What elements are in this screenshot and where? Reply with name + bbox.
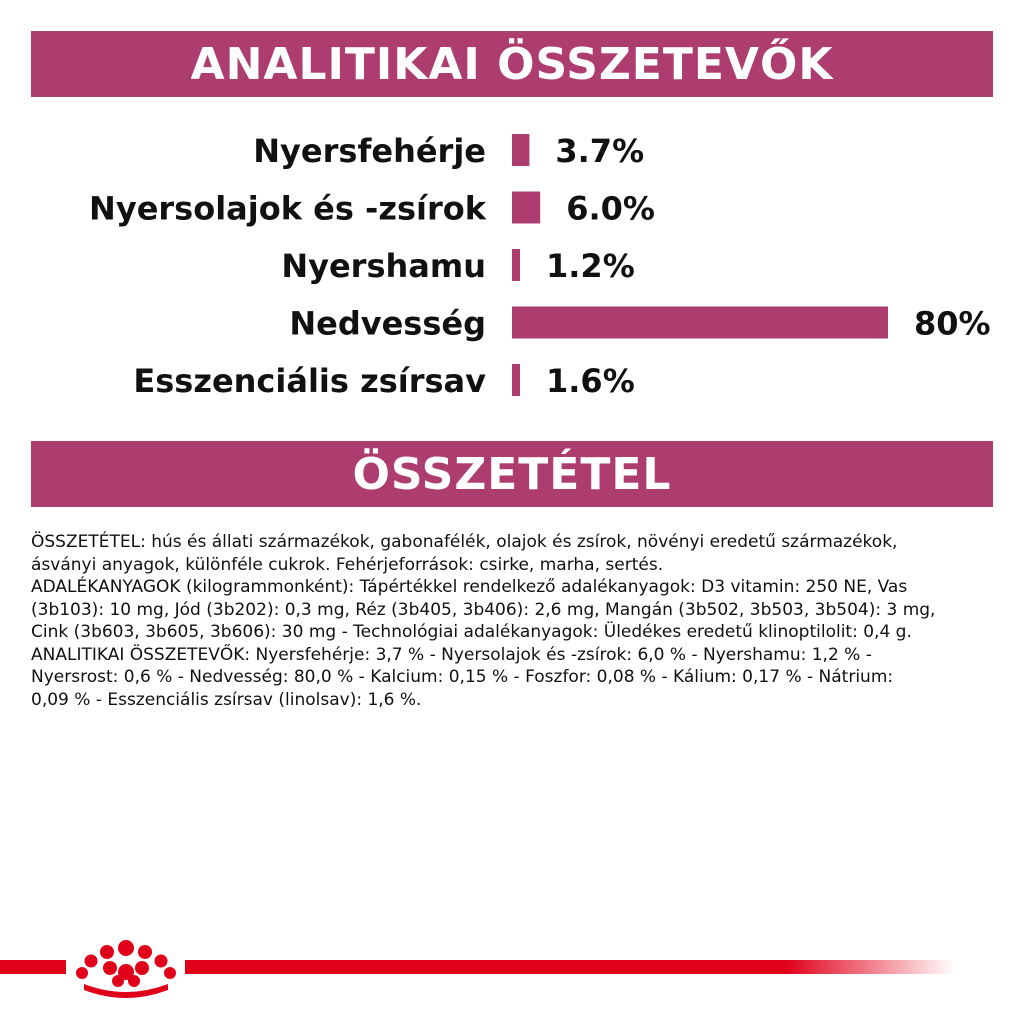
composition-line: ÖSSZETÉTEL: hús és állati származékok, gabonafélék, olajok és zsírok, növényi eredetű származékok, <box>31 532 898 552</box>
category-label: Nyershamu <box>281 247 486 285</box>
section-header-composition <box>31 441 993 507</box>
composition-line: 0,09 % - Esszenciális zsírsav (linolsav): 1,6 %. <box>31 689 422 710</box>
value-label: 1.6% <box>546 362 635 400</box>
category-label: Esszenciális zsírsav <box>133 362 486 400</box>
bar <box>512 364 520 396</box>
category-label: Nyersfehérje <box>253 132 486 170</box>
value-label: 6.0% <box>566 189 655 228</box>
footer-line-right <box>185 960 955 974</box>
composition-text <box>31 531 993 711</box>
category-label: Nyersolajok és -zsírok <box>89 189 486 228</box>
nutrient-bar-chart <box>0 115 1024 415</box>
bar <box>512 192 540 224</box>
footer-line-left <box>0 960 66 974</box>
composition-line: ANALITIKAI ÖSSZETEVŐK: Nyersfehérje: 3,7 % - Nyersolajok és -zsírok: 6,0 % - Nyershamu: 1,2 % - <box>31 644 872 665</box>
royal-crown-icon <box>76 940 176 998</box>
footer-brand-strip <box>0 930 1024 1000</box>
section-header-analytical <box>31 31 993 97</box>
value-label: 80% <box>914 304 991 343</box>
value-label: 3.7% <box>555 132 645 170</box>
value-label: 1.2% <box>546 247 635 285</box>
composition-line: ásványi anyagok, különféle cukrok. Fehérjeforrások: csirke, marha, sertés. <box>31 554 664 575</box>
section-title: ANALITIKAI ÖSSZETEVŐK <box>190 38 834 90</box>
composition-line: ADALÉKANYAGOK (kilogrammonként): Tápértékkel rendelkező adalékanyagok: D3 vitamin: 250 NE, Vas <box>31 577 908 597</box>
bar <box>512 134 529 166</box>
bar <box>512 307 888 339</box>
bar <box>512 249 520 281</box>
composition-line: Cink (3b603, 3b605, 3b606): 30 mg - Technológiai adalékanyagok: Üledékes eredetű klinoptilolit: 0,4 g. <box>31 622 912 642</box>
composition-line: (3b103): 10 mg, Jód (3b202): 0,3 mg, Réz (3b405, 3b406): 2,6 mg, Mangán (3b502, 3b503, 3b504): 3 mg, <box>31 599 936 620</box>
composition-line: Nyersrost: 0,6 % - Nedvesség: 80,0 % - Kalcium: 0,15 % - Foszfor: 0,08 % - Kálium: 0,17 % - Nátrium: <box>31 667 894 687</box>
section-title: ÖSSZETÉTEL <box>352 448 672 500</box>
category-label: Nedvesség <box>289 304 486 343</box>
